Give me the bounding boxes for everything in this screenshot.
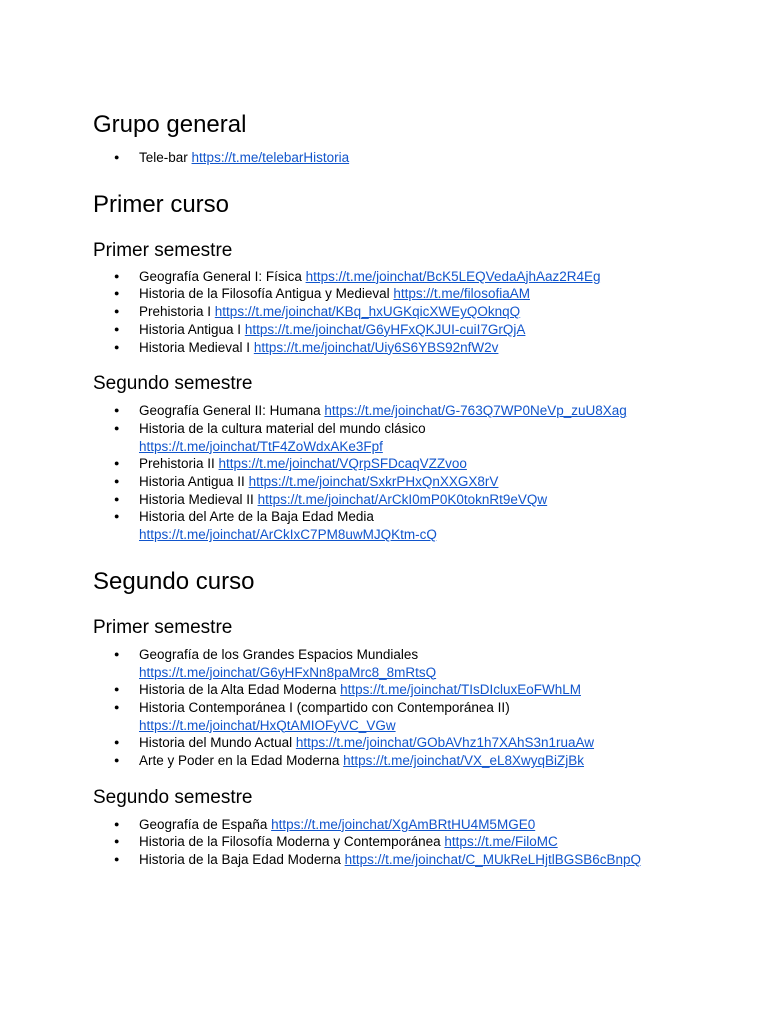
heading-segundo-semestre-1: Segundo semestre	[93, 373, 253, 395]
item-label: Arte y Poder en la Edad Moderna	[139, 753, 340, 769]
item-label: Historia de la cultura material del mundo clásico	[139, 420, 426, 436]
item-link[interactable]: https://t.me/joinchat/VQrpSFDcaqVZZvoo	[218, 456, 467, 472]
list-item	[114, 646, 733, 681]
list-item	[114, 339, 733, 357]
list-item	[114, 268, 733, 286]
item-label: Historia del Mundo Actual	[139, 735, 293, 751]
item-link[interactable]: https://t.me/joinchat/TIsDIcluxEoFWhLM	[340, 682, 581, 698]
list-item	[114, 491, 733, 509]
heading-segundo-curso: Segundo curso	[93, 567, 255, 595]
item-label: Historia de la Filosofía Moderna y Contemporánea	[139, 834, 441, 850]
bullet-icon: ●	[114, 511, 120, 522]
item-label: Historia de la Filosofía Antigua y Medieval	[139, 286, 390, 302]
item-label: Geografía de España	[139, 816, 268, 832]
bullet-icon: ●	[114, 737, 120, 748]
list-primer-curso-primer-semestre	[93, 268, 733, 357]
item-link[interactable]: https://t.me/joinchat/ArCkIxC7PM8uwMJQKtm-cQ	[139, 527, 437, 543]
bullet-icon: ●	[114, 493, 120, 504]
heading-grupo-general: Grupo general	[93, 111, 247, 138]
list-item	[114, 833, 733, 851]
item-link[interactable]: https://t.me/joinchat/ArCkI0mP0K0toknRt9eVQw	[257, 491, 548, 507]
list-item	[114, 455, 733, 473]
item-label: Historia de la Alta Edad Moderna	[139, 682, 337, 698]
item-link[interactable]: https://t.me/telebarHistoria	[191, 150, 350, 165]
list-grupo-general	[93, 149, 733, 167]
list-segundo-curso-primer-semestre	[93, 646, 733, 770]
item-link[interactable]: https://t.me/joinchat/G6yHFxQKJUI-cuiI7GrQjA	[244, 321, 526, 337]
item-label: Historia Antigua II	[139, 474, 245, 490]
list-item	[114, 681, 733, 699]
item-link[interactable]: https://t.me/joinchat/HxQtAMIOFyVC_VGw	[139, 717, 396, 733]
item-link[interactable]: https://t.me/joinchat/TtF4ZoWdxAKe3Fpf	[139, 438, 383, 454]
item-link[interactable]: https://t.me/joinchat/GObAVhz1h7XAhS3n1ruaAw	[295, 735, 595, 751]
bullet-icon: ●	[114, 854, 120, 865]
list-item	[114, 851, 733, 869]
list-item	[114, 402, 733, 420]
list-item	[114, 816, 733, 834]
bullet-icon: ●	[114, 152, 120, 162]
item-label: Historia del Arte de la Baja Edad Media	[139, 509, 374, 525]
item-label: Geografía General I: Física	[139, 268, 302, 284]
item-link[interactable]: https://t.me/joinchat/C_MUkReLHjtlBGSB6cBnpQ	[344, 852, 642, 868]
item-link[interactable]: https://t.me/joinchat/G-763Q7WP0NeVp_zuU8Xag	[324, 403, 627, 419]
item-label: Historia de la Baja Edad Moderna	[139, 852, 341, 868]
bullet-icon: ●	[114, 306, 120, 317]
list-item	[114, 734, 733, 752]
item-label: Geografía de los Grandes Espacios Mundiales	[139, 646, 419, 662]
bullet-icon: ●	[114, 270, 120, 281]
list-item	[114, 149, 733, 167]
item-link[interactable]: https://t.me/joinchat/SxkrPHxQnXXGX8rV	[248, 474, 499, 490]
list-item	[114, 303, 733, 321]
item-label: Historia Antigua I	[139, 321, 242, 337]
list-primer-curso-segundo-semestre	[93, 402, 733, 544]
list-item	[114, 285, 733, 303]
list-item	[114, 699, 733, 734]
item-link[interactable]: https://t.me/joinchat/XgAmBRtHU4M5MGE0	[271, 816, 536, 832]
item-link[interactable]: https://t.me/FiloMC	[444, 834, 558, 850]
item-link[interactable]: https://t.me/joinchat/BcK5LEQVedaAjhAaz2R4Eg	[305, 268, 601, 284]
bullet-icon: ●	[114, 476, 120, 487]
bullet-icon: ●	[114, 405, 120, 416]
item-link[interactable]: https://t.me/joinchat/Uiy6S6YBS92nfW2v	[253, 339, 499, 355]
item-label: Historia Contemporánea I (compartido con Contemporánea II)	[139, 699, 510, 715]
item-link[interactable]: https://t.me/joinchat/G6yHFxNn8paMrc8_8mRtsQ	[139, 664, 437, 680]
item-link[interactable]: https://t.me/joinchat/VX_eL8XwyqBiZjBk	[343, 753, 585, 769]
list-item	[114, 321, 733, 339]
heading-primer-semestre-1: Primer semestre	[93, 239, 233, 261]
item-label: Historia Medieval I	[139, 339, 251, 355]
list-segundo-curso-segundo-semestre	[93, 816, 733, 869]
heading-primer-curso: Primer curso	[93, 190, 230, 218]
item-link[interactable]: https://t.me/joinchat/KBq_hxUGKqicXWEyQOknqQ	[214, 304, 521, 320]
item-label: Geografía General II: Humana	[139, 403, 321, 419]
bullet-icon: ●	[114, 755, 120, 766]
bullet-icon: ●	[114, 701, 120, 712]
bullet-icon: ●	[114, 648, 120, 659]
item-label: Historia Medieval II	[139, 491, 254, 507]
item-label: Prehistoria II	[139, 456, 215, 472]
item-label: Prehistoria I	[139, 304, 212, 320]
bullet-icon: ●	[114, 341, 120, 352]
bullet-icon: ●	[114, 422, 120, 433]
bullet-icon: ●	[114, 836, 120, 847]
item-link[interactable]: https://t.me/filosofiaAM	[393, 286, 530, 302]
list-item	[114, 752, 733, 770]
bullet-icon: ●	[114, 288, 120, 299]
heading-primer-semestre-2: Primer semestre	[93, 616, 233, 638]
item-label: Tele-bar	[139, 150, 188, 165]
bullet-icon: ●	[114, 323, 120, 334]
bullet-icon: ●	[114, 458, 120, 469]
list-item	[114, 473, 733, 491]
list-item	[114, 508, 733, 543]
heading-segundo-semestre-2: Segundo semestre	[93, 786, 253, 808]
bullet-icon: ●	[114, 684, 120, 695]
list-item	[114, 420, 733, 455]
bullet-icon: ●	[114, 818, 120, 829]
